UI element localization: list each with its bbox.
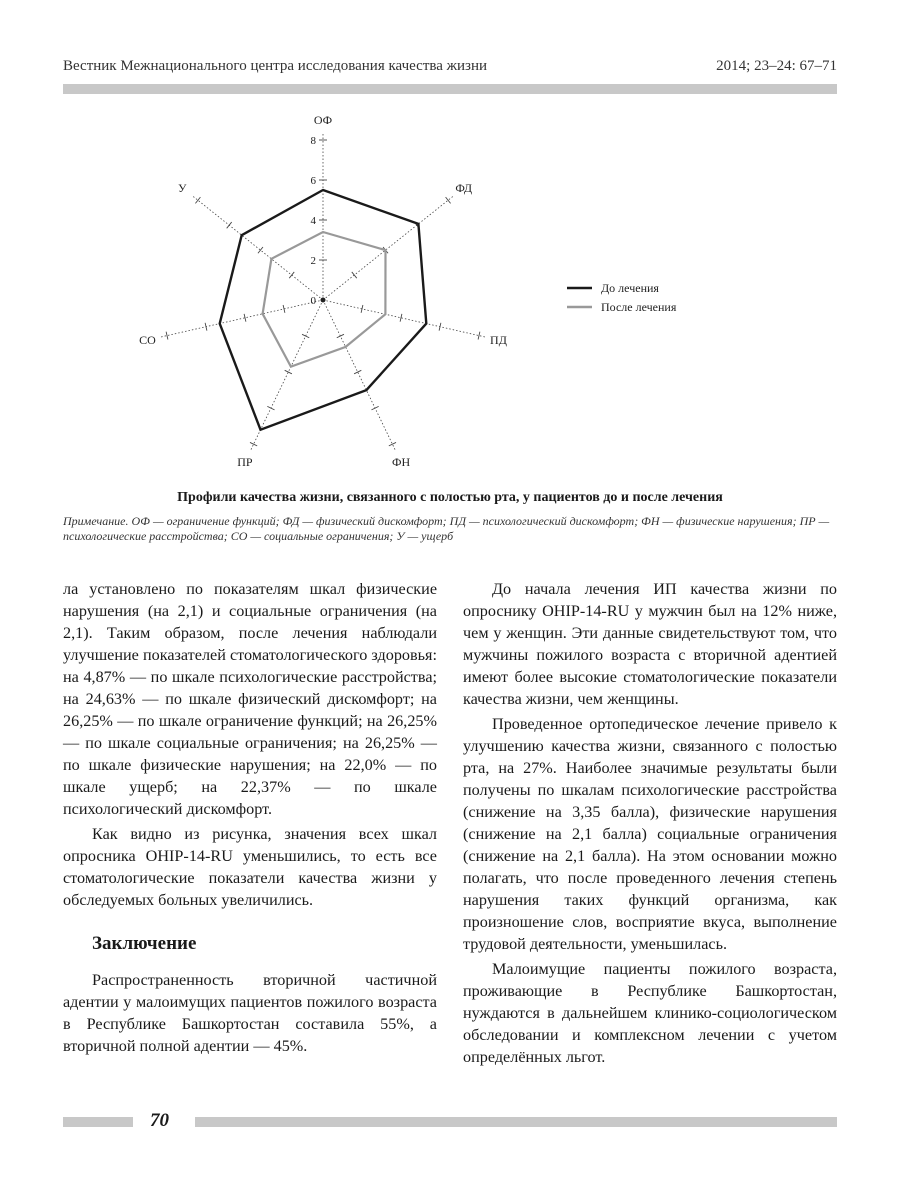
tick-mark (166, 332, 168, 340)
figure-note: Примечание. ОФ — ограничение функций; ФД — физический дискомфорт; ПД — психологический дискомфорт; ФН — физические нарушения; ПР — психологические расстройства; СО — социальные ограничения; У — ущерб (63, 514, 830, 543)
tick-mark (195, 197, 200, 203)
tick-mark (285, 370, 292, 373)
tick-mark (302, 334, 309, 337)
axis-line (159, 300, 323, 337)
footer-rule-left (63, 1117, 133, 1127)
axis-label: ПД (490, 333, 507, 348)
tick-mark (352, 272, 357, 278)
tick-mark (371, 406, 378, 409)
legend-label: После лечения (601, 300, 677, 314)
issue-reference: 2014; 23–24: 67–71 (716, 58, 837, 74)
tick-mark (250, 442, 257, 445)
footer-rule-right (195, 1117, 837, 1127)
section-heading: Заключение (92, 933, 197, 954)
tick-label: 0 (310, 295, 316, 307)
tick-mark (258, 247, 263, 253)
paragraph: Как видно из рисунка, значения всех шкал опросника OHIP-14-RU уменьшились, то есть все стоматологические показатели качества жизни у обследуемых больных увеличились. (63, 825, 437, 909)
tick-mark (267, 406, 274, 409)
tick-label: 6 (310, 175, 316, 187)
tick-label: 4 (310, 215, 316, 227)
axis-line (192, 195, 323, 300)
axis-label: ФН (392, 455, 411, 470)
tick-mark (478, 332, 480, 340)
tick-label: 8 (310, 135, 316, 147)
paragraph: До начала лечения ИП качества жизни по опроснику OHIP-14-RU у мужчин был на 12% ниже, чем у женщин. Эти данные свидетельствуют том, что мужчины пожилого возраста с вторичной адентией имеют более высокие стоматологические показатели качества жизни, чем женщины. (463, 580, 837, 708)
tick-mark (227, 222, 232, 228)
tick-mark (289, 272, 294, 278)
paragraph: Распространенность вторичной частичной адентии у малоимущих пациентов пожилого возраста в Республике Башкортостан составила 55%, а вторичной полной адентии — 45%. (63, 971, 437, 1055)
axis-label: У (178, 180, 187, 195)
tick-mark (354, 370, 361, 373)
radar-chart (0, 0, 900, 480)
axis-label: ПР (237, 455, 253, 470)
paragraph: Малоимущие пациенты пожилого возраста, проживающие в Республике Башкортостан, нуждаются в дальнейшем клинико-социологическом обследовании и комплексном лечении с учетом определённых льгот. (463, 960, 837, 1066)
axis-line (323, 300, 487, 337)
tick-mark (337, 334, 344, 337)
paragraph: ла установлено по показателям шкал физические нарушения (на 2,1) и социальные ограничения (на 2,1). Таким образом, после лечения наблюдали улучшение показателей стоматологического здоровья: на 4,87% — по шкале психологические расстройства; на 24,63% — по шкале физический дискомфорт; на 26,25% — по шкале ограничение функций; на 26,25% — по шкале социальные ограничения; на 26,25% — по шкале физические нарушения; на 22,0% — по шкале ущерб; на 22,37% — по шкале психологический дискомфорт. (63, 580, 437, 818)
journal-title: Вестник Межнационального центра исследования качества жизни (63, 58, 488, 74)
left-column (63, 578, 437, 1060)
tick-mark (446, 197, 451, 203)
paragraph: Проведенное ортопедическое лечение привело к улучшению качества жизни, связанного с полостью рта, на 27%. Наиболее значимые результаты были получены по шкалам психологические расстройства (снижение на 3,35 балла), физические нарушения (снижение на 2,1 балла) социальные ограничения (снижение на 2,1 балла). На этом основании можно полагать, что после проведенного лечения степень нарушения таких функций организма, как произношение слов, восприятие вкуса, выполнение трудовой деятельности, уменьшилась. (463, 715, 837, 953)
axis-label: СО (139, 333, 156, 348)
axis-line (323, 300, 396, 451)
center-dot (321, 298, 326, 303)
tick-label: 2 (310, 255, 316, 267)
axis-label: ФД (455, 180, 473, 195)
axis-line (323, 195, 454, 300)
right-column (463, 578, 837, 1071)
tick-mark (389, 442, 396, 445)
legend-label: До лечения (601, 281, 659, 295)
axis-label: ОФ (313, 113, 333, 127)
page-number: 70 (150, 1110, 169, 1131)
figure-caption: Профили качества жизни, связанного с полостью рта, у пациентов до и после лечения (177, 490, 723, 505)
